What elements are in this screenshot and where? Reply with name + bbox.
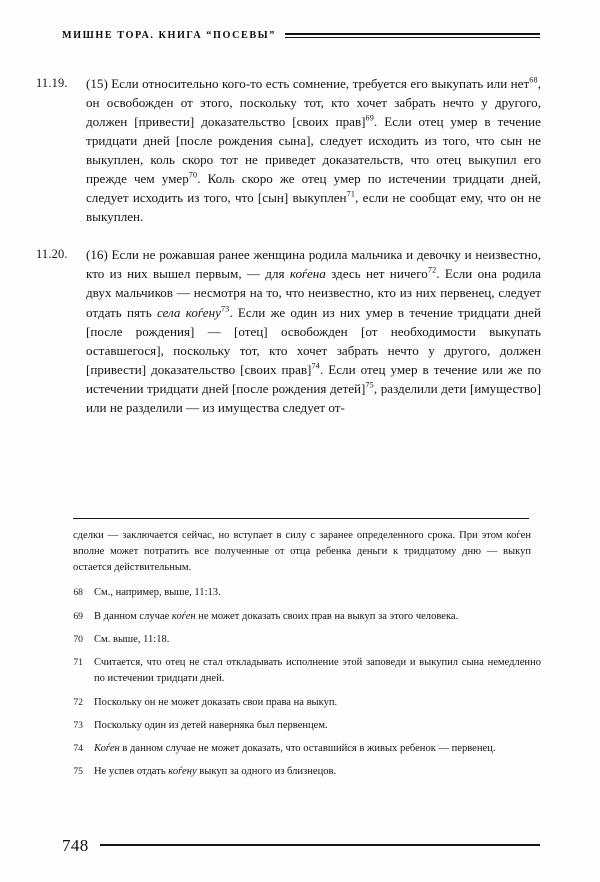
italic-term: коѓен — [171, 610, 196, 622]
footnote-number[interactable]: 70 — [73, 633, 83, 645]
section-number: 11.19. — [36, 76, 68, 90]
footnote-item — [57, 695, 541, 711]
footnote-text: См., например, выше, 11:13. — [94, 587, 221, 599]
footnote-item — [57, 764, 541, 780]
folio-rule — [100, 844, 540, 845]
footnote-number[interactable]: 72 — [73, 696, 83, 708]
running-head — [62, 30, 540, 41]
section-11-19 — [36, 74, 541, 226]
footnote-item — [57, 632, 541, 648]
section-paragraph: (15) Если относительно кого-то есть сомнение, требуется его выкупать или нет$^{68}$, он освобожден от этого, поскольку тот, кто хочет забрать нечто у другого, должен [привести] доказательство [своих прав]$^{69}$. Если отец умер в течение тридцати дней [после рождения сына], следует исходить из того, что сын не выкуплен, коль скоро тот не приведет доказательств, что отец выкупил его прежде чем умер$^{70}$. Коль скоро же отец умер по истечении тридцати дней, следует исходить из того, что [сын] выкуплен$^{71}$, если не сообщат ему, что он не выкуплен. — [86, 75, 542, 225]
footnote-item — [57, 741, 541, 757]
footnote-text: Считается, что отец не стал откладывать исполнение этой заповеди и выкупил сына немедленно по истечении тридцати дней. — [94, 657, 541, 685]
folio — [62, 836, 540, 856]
footnote-block — [57, 528, 541, 788]
footnote-list — [57, 585, 541, 780]
section-marker: (15) — [86, 76, 108, 91]
footnote-marker[interactable]: 71 — [346, 189, 356, 199]
footnote-marker[interactable]: 69 — [365, 113, 374, 123]
running-head-title: МИШНЕ ТОРА. КНИГА “ПОСЕВЫ” — [62, 30, 276, 41]
italic-term: Коѓен — [94, 743, 120, 755]
footnote-number[interactable]: 69 — [73, 610, 83, 622]
footnote-text: Поскольку он не может доказать свои права на выкуп. — [94, 696, 338, 708]
footnote-marker[interactable]: 70 — [188, 170, 198, 180]
footnote-marker[interactable]: 73 — [220, 304, 230, 314]
body-text — [36, 74, 541, 436]
footnote-text: Коѓен в данном случае не может доказать, что оставшийся в живых ребенок — первенец. — [94, 743, 496, 755]
section-marker: (16) — [86, 247, 108, 263]
section-11-20 — [36, 245, 541, 416]
footnote-number[interactable]: 73 — [73, 719, 83, 731]
italic-term: коѓену — [168, 766, 197, 778]
footnote-item — [57, 609, 541, 625]
footnote-number[interactable]: 74 — [73, 743, 83, 755]
footnote-text: В данном случае коѓен не может доказать своих прав на выкуп за этого человека. — [94, 610, 459, 622]
italic-term: коѓен — [506, 530, 531, 541]
footnote-marker[interactable]: 72 — [427, 266, 437, 276]
footnote-number[interactable]: 75 — [73, 766, 83, 778]
footnote-number[interactable]: 68 — [73, 587, 83, 599]
section-paragraph: (16) Если не рожавшая ранее женщина родила мальчика и девочку и неизвестно, кто из них вышел первым, — для коѓена здесь нет ничего$^{72}$. Если она родила двух мальчиков — несмотря на то, что неизвестно, кто из них первенец, следует отдать пять села коѓену$^{73}$. Если же один из них умер в течение тридцати дней [после рождения] — [отец] освобожден [от необходимости выкупать оставшегося], поскольку тот, кто хочет забрать нечто у другого, должен [привести] доказательство [своих прав]$^{74}$. Если отец умер в течение или же по истечении тридцати дней [после рождения детей]$^{75}$, разделили дети [имущество] или не разделили — из имущества следует от- — [86, 247, 542, 415]
footnote-continuation: сделки — заключается сейчас, но вступает в силу с заранее определенного срока. При этом коѓен вполне может потратить все полученные от отца ребенка деньги к тридцатому дню — выкуп остается действительным. — [73, 530, 531, 574]
footnote-marker[interactable]: 68 — [529, 75, 538, 85]
footnote-item — [57, 655, 541, 687]
footnote-text: См. выше, 11:18. — [94, 633, 170, 645]
section-number: 11.20. — [36, 247, 68, 262]
footnote-text: Не успев отдать коѓену выкуп за одного из близнецов. — [94, 766, 337, 778]
page-number: 748 — [62, 836, 89, 855]
footnote-item — [57, 718, 541, 734]
footnote-marker[interactable]: 75 — [365, 380, 374, 390]
footnote-separator-rule — [73, 518, 529, 519]
footnote-text: Поскольку один из детей наверняка был первенцем. — [94, 719, 328, 731]
italic-term: коѓена — [289, 266, 326, 282]
running-head-rule — [285, 33, 540, 40]
footnote-number[interactable]: 71 — [73, 657, 83, 669]
italic-term: села коѓену — [156, 304, 221, 320]
footnote-item — [57, 585, 541, 601]
footnote-marker[interactable]: 74 — [311, 361, 320, 371]
